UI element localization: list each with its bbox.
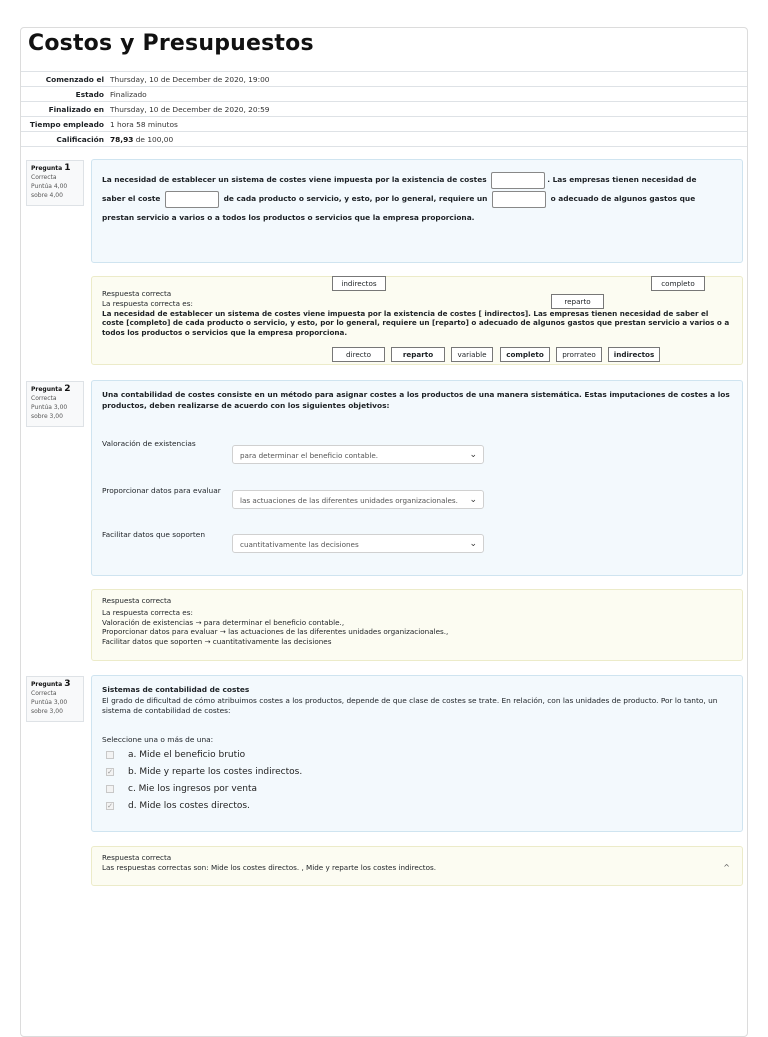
checkbox-checked[interactable]: ✓ bbox=[107, 801, 113, 810]
question-text: Una contabilidad de costes consiste en un método para asignar costes a los productos de una manera sistemática. Estas imputaciones de costes a los productos, deben realizarse de acuerdo con los siguientes objetivos: bbox=[102, 390, 730, 410]
summary-row bbox=[21, 132, 747, 147]
summary-label: Tiempo empleado bbox=[29, 119, 104, 129]
answer-option[interactable]: reparto bbox=[391, 347, 445, 362]
question-grade: Puntúa 4,00 bbox=[31, 183, 68, 190]
question-content-1 bbox=[91, 159, 743, 263]
choice-label: b. Mide y reparte los costes indirectos. bbox=[128, 766, 303, 777]
question-text-part: La necesidad de establecer un sistema de costes viene impuesta por la existencia de costes bbox=[102, 175, 487, 184]
answer-option[interactable]: completo bbox=[500, 347, 550, 362]
question-info-1 bbox=[26, 160, 84, 206]
chevron-down-icon: ⌄ bbox=[469, 495, 477, 505]
select-value: para determinar el beneficio contable. bbox=[240, 451, 379, 460]
answer-option[interactable]: variable bbox=[451, 347, 493, 362]
question-text-part: . Las empresas tienen necesidad de bbox=[547, 175, 697, 184]
summary-label: Finalizado en bbox=[48, 104, 104, 114]
summary-label: Comenzado el bbox=[45, 74, 104, 84]
question-number: 3 bbox=[64, 679, 71, 689]
question-state: Correcta bbox=[31, 395, 57, 402]
match-select[interactable] bbox=[232, 445, 484, 464]
question-grade: Puntúa 3,00 bbox=[31, 404, 68, 411]
quiz-review-page bbox=[20, 27, 748, 1037]
chevron-up-icon[interactable]: ^ bbox=[723, 863, 730, 872]
question-grade: Puntúa 3,00 bbox=[31, 699, 68, 706]
question-label: Pregunta bbox=[31, 386, 63, 393]
summary-value: Finalizado bbox=[110, 89, 147, 99]
question-feedback-3 bbox=[91, 846, 743, 886]
drag-chip[interactable]: indirectos bbox=[332, 276, 386, 291]
choice-option[interactable] bbox=[102, 763, 732, 780]
feedback-line: Facilitar datos que soporten → cuantitativamente las decisiones bbox=[102, 637, 332, 647]
choice-option[interactable] bbox=[102, 746, 732, 763]
match-label: Proporcionar datos para evaluar bbox=[102, 486, 221, 495]
answer-option[interactable]: directo bbox=[332, 347, 385, 362]
feedback-title: Respuesta correcta bbox=[102, 853, 172, 862]
question-content-2 bbox=[91, 380, 743, 576]
feedback-intro: La respuesta correcta es: bbox=[102, 607, 193, 617]
drag-chip[interactable]: completo bbox=[651, 276, 705, 291]
match-label: Facilitar datos que soporten bbox=[102, 530, 206, 539]
question-info-3 bbox=[26, 676, 84, 722]
feedback-line: Valoración de existencias → para determinar el beneficio contable., bbox=[102, 617, 345, 627]
question-state: Correcta bbox=[31, 690, 57, 697]
question-grade-max: sobre 3,00 bbox=[31, 413, 63, 420]
choice-label: d. Mide los costes directos. bbox=[128, 800, 250, 811]
question-content-3 bbox=[91, 675, 743, 832]
question-text: El grado de dificultad de cómo atribuimos costes a los productos, depende de que clase de costes se trate. En relación, con las unidades de producto. Por lo tanto, un sistema de contabilidad de costes: bbox=[102, 696, 718, 715]
summary-value: Thursday, 10 de December de 2020, 19:00 bbox=[110, 74, 270, 84]
question-number: 1 bbox=[64, 163, 71, 173]
choice-prompt: Seleccione una o más de una: bbox=[102, 735, 214, 744]
question-grade-max: sobre 3,00 bbox=[31, 708, 63, 715]
summary-value: 1 hora 58 minutos bbox=[110, 119, 178, 129]
choice-label: c. Mie los ingresos por venta bbox=[128, 783, 257, 794]
summary-value bbox=[110, 135, 173, 144]
feedback-answer: La necesidad de establecer un sistema de costes viene impuesta por la existencia de costes [ indirectos]. Las empresas tienen necesidad de saber el coste [completo] de cada producto o servicio, y esto, por lo general, requiere un [reparto] o adecuado de algunos gastos que prestan servicio a varios o a todos los productos o servicios que la empresa proporciona. bbox=[102, 308, 730, 338]
select-value: cuantitativamente las decisiones bbox=[240, 540, 359, 549]
question-text-part: de cada producto o servicio, y esto, por lo general, requiere un bbox=[223, 194, 488, 203]
checkbox-checked[interactable]: ✓ bbox=[107, 767, 113, 776]
feedback-intro: La respuesta correcta es: bbox=[102, 298, 193, 308]
drop-zone-2[interactable] bbox=[165, 191, 219, 208]
question-label: Pregunta bbox=[31, 165, 63, 172]
drop-zone-1[interactable] bbox=[491, 172, 545, 189]
chevron-down-icon: ⌄ bbox=[469, 450, 477, 460]
choice-label: a. Mide el beneficio brutio bbox=[128, 749, 246, 760]
summary-row bbox=[21, 117, 747, 132]
drag-chip[interactable]: reparto bbox=[551, 294, 604, 309]
answer-option[interactable]: prorrateo bbox=[556, 347, 602, 362]
question-text bbox=[102, 170, 732, 227]
summary-label: Calificación bbox=[56, 134, 104, 144]
question-text-part: prestan servicio a varios o a todos los productos o servicios que la empresa proporciona. bbox=[102, 213, 475, 222]
feedback-title: Respuesta correcta bbox=[102, 596, 172, 605]
question-feedback-1 bbox=[91, 276, 743, 365]
question-text-part: saber el coste bbox=[102, 194, 161, 203]
question-state: Correcta bbox=[31, 174, 57, 181]
question-text-part: o adecuado de algunos gastos que bbox=[550, 194, 696, 203]
feedback-title: Respuesta correcta bbox=[102, 289, 172, 298]
chevron-down-icon: ⌄ bbox=[469, 539, 477, 549]
choice-option[interactable] bbox=[102, 797, 732, 814]
match-label: Valoración de existencias bbox=[102, 439, 196, 448]
grade-total: de 100,00 bbox=[133, 134, 174, 144]
grade-value: 78,93 bbox=[110, 134, 134, 144]
answer-option[interactable]: indirectos bbox=[608, 347, 660, 362]
checkbox[interactable] bbox=[106, 785, 114, 793]
drop-zone-3[interactable] bbox=[492, 191, 546, 208]
match-select[interactable] bbox=[232, 534, 484, 553]
question-info-2 bbox=[26, 381, 84, 427]
feedback-answer: Las respuestas correctas son: Mide los costes directos. , Mide y reparte los costes indirectos. bbox=[102, 862, 437, 872]
match-select[interactable] bbox=[232, 490, 484, 509]
summary-label: Estado bbox=[75, 89, 104, 99]
question-feedback-2 bbox=[91, 589, 743, 661]
summary-row bbox=[21, 102, 747, 117]
choice-option[interactable] bbox=[102, 780, 732, 797]
page-title: Costos y Presupuestos bbox=[28, 31, 314, 56]
summary-row bbox=[21, 87, 747, 102]
feedback-line: Proporcionar datos para evaluar → las actuaciones de las diferentes unidades organizacionales., bbox=[102, 627, 449, 637]
question-label: Pregunta bbox=[31, 681, 63, 688]
checkbox[interactable] bbox=[106, 751, 114, 759]
question-number: 2 bbox=[64, 384, 71, 394]
summary-row bbox=[21, 72, 747, 87]
question-heading: Sistemas de contabilidad de costes bbox=[102, 685, 250, 694]
summary-value: Thursday, 10 de December de 2020, 20:59 bbox=[110, 104, 270, 114]
select-value: las actuaciones de las diferentes unidades organizacionales. bbox=[240, 496, 458, 505]
attempt-summary-table bbox=[21, 71, 747, 147]
question-grade-max: sobre 4,00 bbox=[31, 192, 63, 199]
